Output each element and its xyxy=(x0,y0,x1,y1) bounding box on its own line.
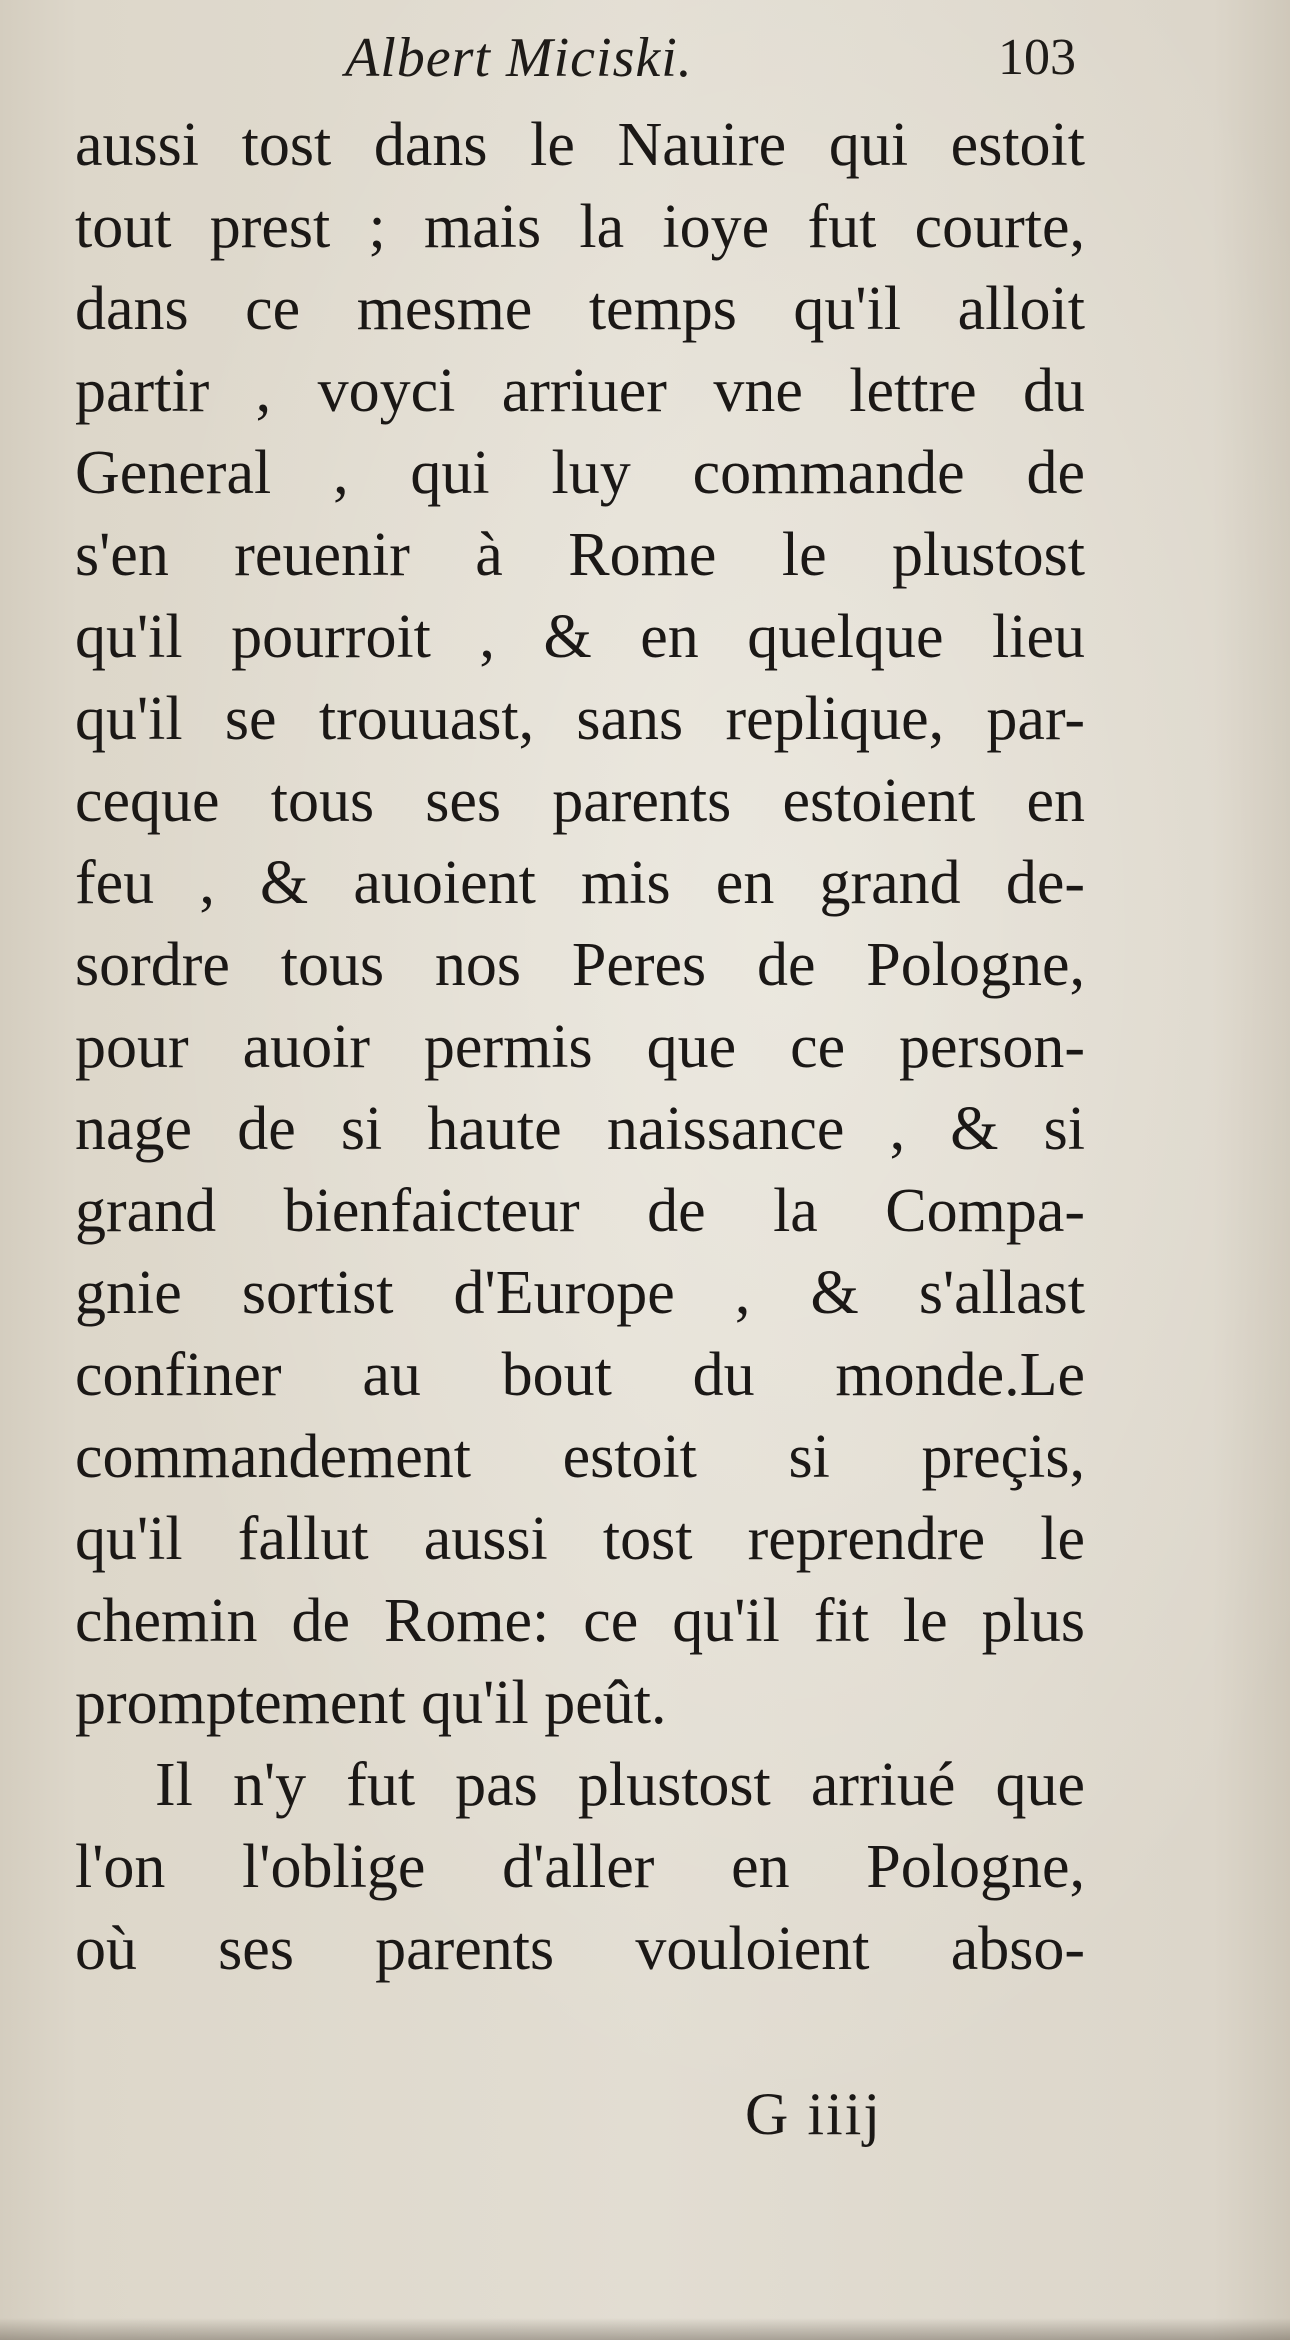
text-line: qu'il pourroit , & en quelque lieu xyxy=(75,603,1085,671)
text-line: où ses parents vouloient abso- xyxy=(75,1915,1085,1983)
text-line: nage de si haute naissance , & si xyxy=(75,1095,1085,1163)
text-line: chemin de Rome: ce qu'il fit le plus xyxy=(75,1587,1085,1655)
text-line: qu'il fallut aussi tost reprendre le xyxy=(75,1505,1085,1573)
text-line: General , qui luy commande de xyxy=(75,439,1085,507)
body-text xyxy=(75,104,1085,1990)
text-line: gnie sortist d'Europe , & s'allast xyxy=(75,1259,1085,1327)
text-line: tout prest ; mais la ioye fut courte, xyxy=(75,193,1085,261)
text-line: confiner au bout du monde.Le xyxy=(75,1341,1085,1409)
running-title: Albert Miciski. xyxy=(345,27,693,89)
text-line: aussi tost dans le Nauire qui estoit xyxy=(75,111,1085,179)
text-line: s'en reuenir à Rome le plustost xyxy=(75,521,1085,589)
page-edge-shadow xyxy=(0,2318,1290,2340)
text-line: l'on l'oblige d'aller en Pologne, xyxy=(75,1833,1085,1901)
text-line: ceque tous ses parents estoient en xyxy=(75,767,1085,835)
text-line: dans ce mesme temps qu'il alloit xyxy=(75,275,1085,343)
text-line: Il n'y fut pas plustost arriué que xyxy=(155,1751,1085,1819)
text-line: qu'il se trouuast, sans replique, par- xyxy=(75,685,1085,753)
text-line: promptement qu'il peût. xyxy=(75,1669,667,1737)
text-line: grand bienfaicteur de la Compa- xyxy=(75,1177,1085,1245)
page-number: 103 xyxy=(998,29,1076,86)
signature-mark: G iiij xyxy=(745,2081,883,2147)
text-line: pour auoir permis que ce person- xyxy=(75,1013,1085,1081)
page-header xyxy=(0,18,1290,98)
text-line: feu , & auoient mis en grand de- xyxy=(75,849,1085,917)
text-line: partir , voyci arriuer vne lettre du xyxy=(75,357,1085,425)
text-line: commandement estoit si preçis, xyxy=(75,1423,1085,1491)
text-line: sordre tous nos Peres de Pologne, xyxy=(75,931,1085,999)
